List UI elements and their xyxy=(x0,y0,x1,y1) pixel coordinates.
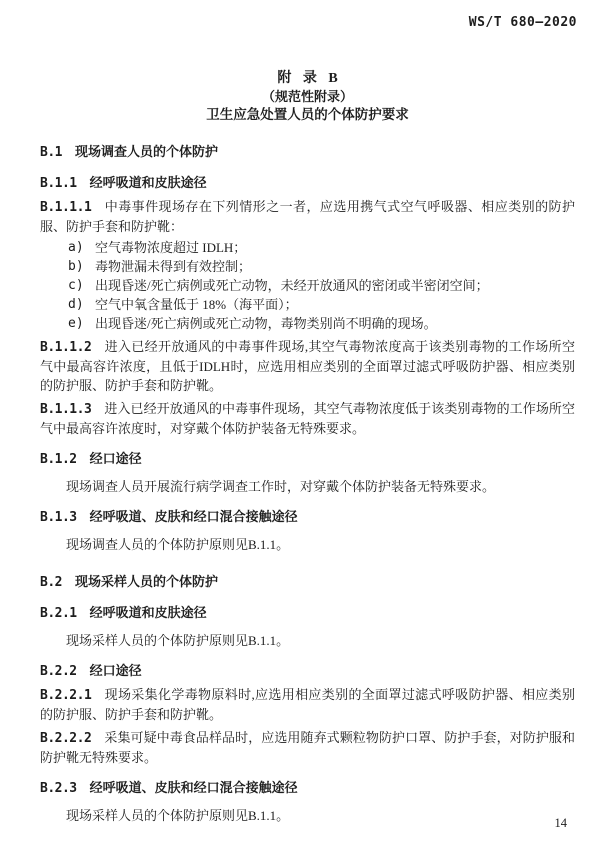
list-item-a xyxy=(40,238,575,257)
heading-text: 经呼吸道、皮肤和经口混合接触途径 xyxy=(89,509,298,524)
section-heading-b2 xyxy=(40,572,575,592)
clause-number: B.2 xyxy=(40,575,62,590)
clause-number: B.2.3 xyxy=(40,781,77,796)
list-item-d xyxy=(40,295,575,314)
list-item-e xyxy=(40,314,575,333)
page-number: 14 xyxy=(554,816,567,830)
clause-number: B.1.1.2 xyxy=(40,340,92,355)
appendix-label: 附 录 B xyxy=(277,71,338,86)
clause-number: B.2.2 xyxy=(40,664,77,679)
section-heading-b21 xyxy=(40,603,575,623)
heading-text: 现场调查人员的个体防护 xyxy=(74,144,218,159)
section-heading-b1 xyxy=(40,142,575,162)
list-item-label: c) xyxy=(68,278,84,293)
clause-number: B.2.1 xyxy=(40,606,77,621)
section-heading-b11 xyxy=(40,173,575,193)
heading-text: 现场采样人员的个体防护 xyxy=(74,574,218,589)
list-item-text: 毒物泄漏未得到有效控制； xyxy=(95,259,252,274)
clause-number: B.2.2.2 xyxy=(40,731,92,746)
list-item-text: 出现昏迷/死亡病例或死亡动物，未经开放通风的密闭或半密闭空间； xyxy=(95,278,489,293)
list-item-label: d) xyxy=(68,297,84,312)
clause-number: B.1 xyxy=(40,145,62,160)
clause-text: 中毒事件现场存在下列情形之一者，应选用携气式空气呼吸器、相应类别的防护服、防护手套和防护靴： xyxy=(40,199,575,234)
list-item-label: e) xyxy=(68,316,84,331)
heading-text: 经口途径 xyxy=(89,451,142,466)
body-paragraph: 现场调查人员开展流行病学调查工作时，对穿戴个体防护装备无特殊要求。 xyxy=(66,479,496,494)
list-item-c xyxy=(40,276,575,295)
section-heading-b12 xyxy=(40,449,575,469)
clause-text: 采集可疑中毒食品样品时，应选用随弃式颗粒物防护口罩、防护手套，对防护服和防护靴无特殊要求。 xyxy=(40,730,575,765)
clause-number: B.1.1.1 xyxy=(40,200,92,215)
clause-number: B.1.1 xyxy=(40,176,77,191)
body-paragraph: 现场采样人员的个体防护原则见B.1.1。 xyxy=(66,633,290,648)
clause-paragraph-b222 xyxy=(40,728,575,767)
clause-text: 进入已经开放通风的中毒事件现场，其空气毒物浓度低于该类别毒物的工作场所空气中最高容许浓度时，对穿戴个体防护装备无特殊要求。 xyxy=(40,401,575,436)
standard-code-header: WS/T 680—2020 xyxy=(468,15,577,30)
body-paragraph: 现场采样人员的个体防护原则见B.1.1。 xyxy=(66,808,290,823)
heading-text: 经呼吸道和皮肤途径 xyxy=(89,175,207,190)
clause-text: 现场采集化学毒物原料时,应选用相应类别的全面罩过滤式呼吸防护器、相应类别的防护服、防护手套和防护靴。 xyxy=(40,687,575,722)
list-item-text: 空气毒物浓度超过 IDLH； xyxy=(95,240,247,255)
appendix-type: （规范性附录） xyxy=(261,89,353,104)
clause-number: B.2.2.1 xyxy=(40,688,92,703)
section-heading-b13 xyxy=(40,507,575,527)
clause-paragraph-b113 xyxy=(40,399,575,438)
appendix-title: 卫生应急处置人员的个体防护要求 xyxy=(206,107,409,122)
section-heading-b22 xyxy=(40,661,575,681)
condition-list xyxy=(40,238,575,333)
list-item-text: 空气中氧含量低于 18%（海平面）； xyxy=(95,297,298,312)
list-item-text: 出现昏迷/死亡病例或死亡动物，毒物类别尚不明确的现场。 xyxy=(95,316,437,331)
list-item-b xyxy=(40,257,575,276)
heading-text: 经呼吸道、皮肤和经口混合接触途径 xyxy=(89,780,298,795)
clause-paragraph-b221 xyxy=(40,685,575,724)
document-content xyxy=(0,142,615,825)
list-item-label: b) xyxy=(68,259,84,274)
clause-number: B.1.2 xyxy=(40,452,77,467)
heading-text: 经呼吸道和皮肤途径 xyxy=(89,605,207,620)
clause-text: 进入已经开放通风的中毒事件现场,其空气毒物浓度高于该类别毒物的工作场所空气中最高容许浓度，且低于IDLH时，应选用相应类别的全面罩过滤式呼吸防护器、相应类别的防护服、防护手套和防护靴。 xyxy=(40,339,575,393)
clause-number: B.1.1.3 xyxy=(40,402,92,417)
body-paragraph: 现场调查人员的个体防护原则见B.1.1。 xyxy=(66,537,290,552)
appendix-title-block xyxy=(0,70,615,124)
clause-paragraph-b111 xyxy=(40,197,575,236)
clause-number: B.1.3 xyxy=(40,510,77,525)
list-item-label: a) xyxy=(68,240,84,255)
section-heading-b23 xyxy=(40,778,575,798)
heading-text: 经口途径 xyxy=(89,663,142,678)
clause-paragraph-b112 xyxy=(40,337,575,395)
